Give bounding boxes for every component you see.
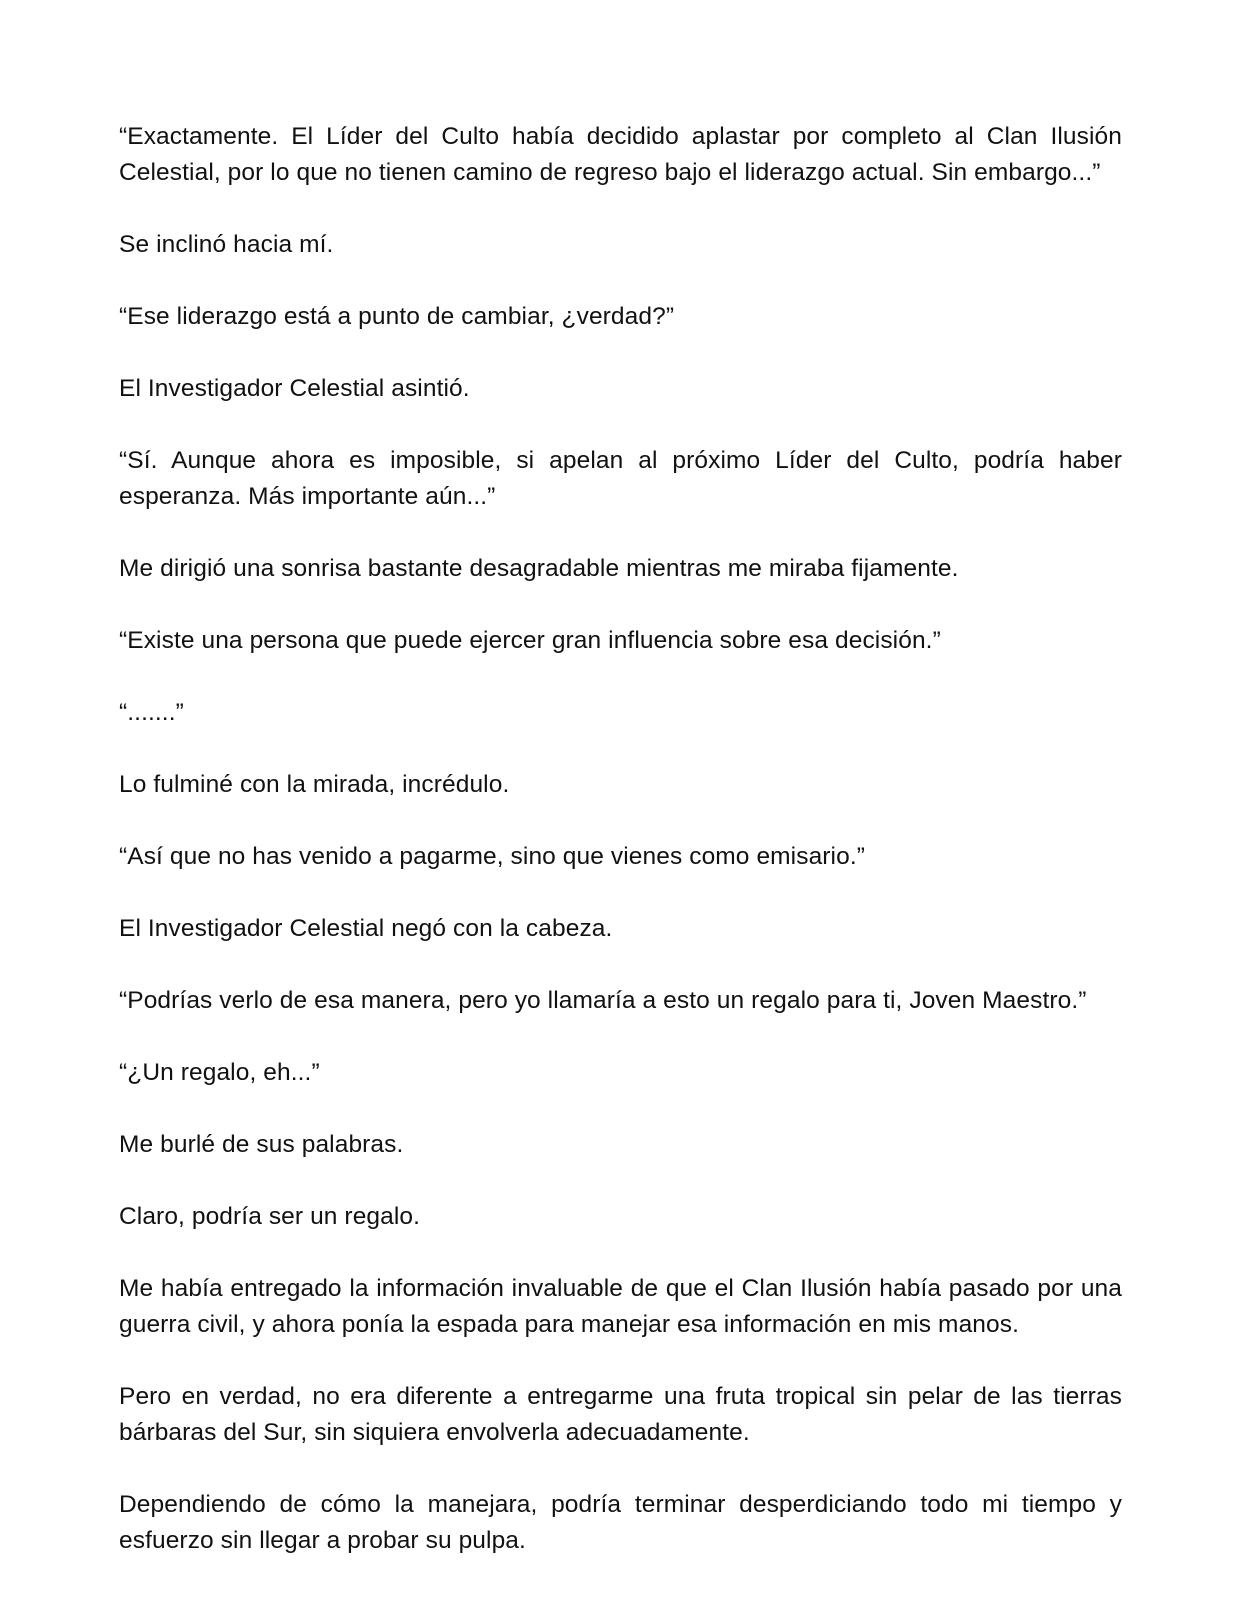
paragraph: Me burlé de sus palabras. — [119, 1131, 404, 1158]
paragraph: “Exactamente. El Líder del Culto había decidido aplastar por completo al Clan Ilusión Celestial, por lo que no tienen camino de regreso bajo el liderazgo actual. Sin embargo...” — [119, 123, 1122, 186]
paragraph: “Sí. Aunque ahora es imposible, si apelan al próximo Líder del Culto, podría haber esperanza. Más importante aún...” — [119, 447, 1122, 510]
paragraph: “.......” — [119, 699, 184, 726]
paragraph: Dependiendo de cómo la manejara, podría terminar desperdiciando todo mi tiempo y esfuerzo sin llegar a probar su pulpa. — [119, 1491, 1122, 1554]
paragraph: El Investigador Celestial asintió. — [119, 375, 470, 402]
paragraph: Me dirigió una sonrisa bastante desagradable mientras me miraba fijamente. — [119, 555, 959, 582]
paragraph: Se inclinó hacia mí. — [119, 231, 334, 258]
document-body — [119, 119, 1122, 1559]
paragraph: Pero en verdad, no era diferente a entregarme una fruta tropical sin pelar de las tierras bárbaras del Sur, sin siquiera envolverla adecuadamente. — [119, 1383, 1122, 1446]
paragraph: “Existe una persona que puede ejercer gran influencia sobre esa decisión.” — [119, 627, 941, 654]
paragraph: El Investigador Celestial negó con la cabeza. — [119, 915, 613, 942]
paragraph: “Así que no has venido a pagarme, sino que vienes como emisario.” — [119, 843, 865, 870]
paragraph: “Ese liderazgo está a punto de cambiar, ¿verdad?” — [119, 303, 675, 330]
paragraph: Claro, podría ser un regalo. — [119, 1203, 421, 1230]
paragraph: “Podrías verlo de esa manera, pero yo llamaría a esto un regalo para ti, Joven Maestro.” — [119, 987, 1087, 1014]
paragraph: Me había entregado la información invaluable de que el Clan Ilusión había pasado por una guerra civil, y ahora ponía la espada para manejar esa información en mis manos. — [119, 1275, 1122, 1338]
paragraph: “¿Un regalo, eh...” — [119, 1059, 320, 1086]
paragraph: Lo fulminé con la mirada, incrédulo. — [119, 771, 510, 798]
